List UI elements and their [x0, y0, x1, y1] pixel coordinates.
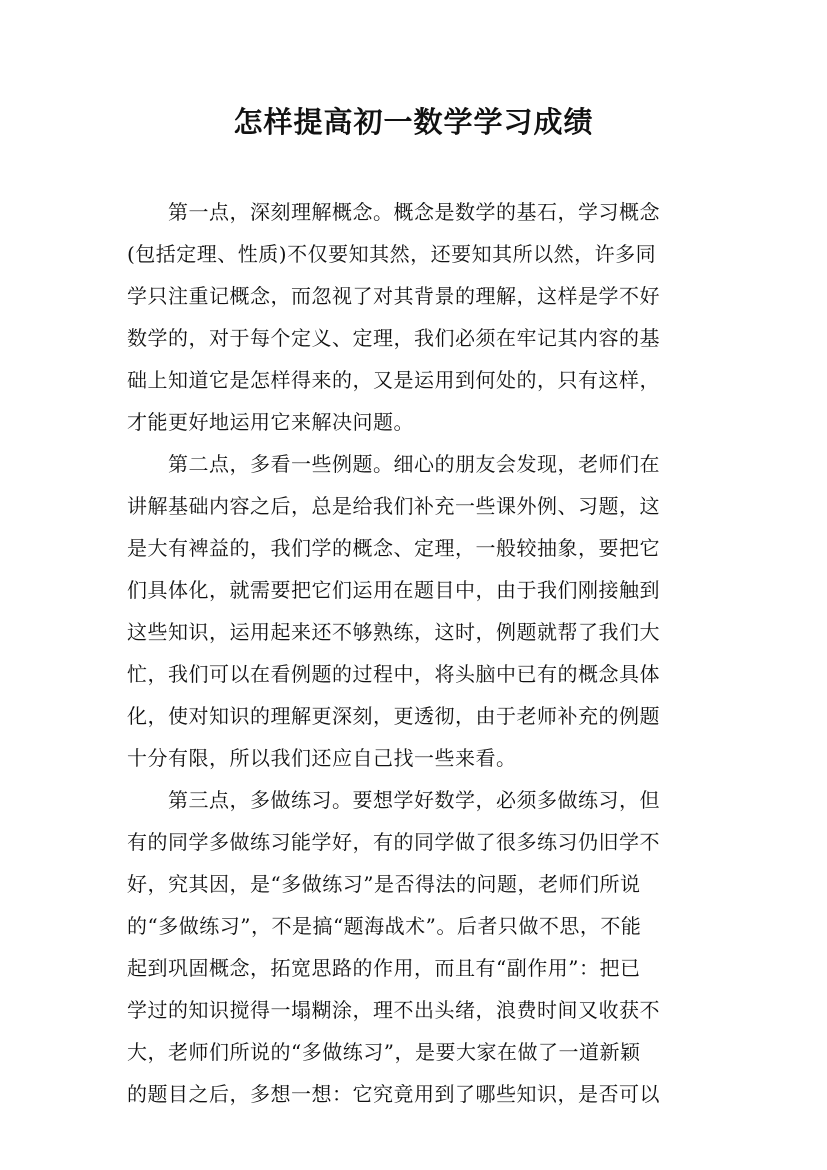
paragraph-line: 忙，我们可以在看例题的过程中，将头脑中已有的概念具体 — [127, 662, 660, 686]
paragraph-line: (包括定理、性质)不仅要知其然，还要知其所以然，许多同 — [127, 242, 657, 266]
paragraph-line: 的“多做练习”，不是搞“题海战术”。后者只做不思，不能 — [127, 914, 642, 938]
paragraph-line: 的题目之后，多想一想：它究竟用到了哪些知识，是否可以 — [127, 1082, 660, 1106]
paragraph-line: 起到巩固概念，拓宽思路的作用，而且有“副作用”：把已 — [127, 956, 641, 980]
paragraph-line: 第二点，多看一些例题。细心的朋友会发现，老师们在 — [127, 452, 660, 476]
paragraph-line: 第三点，多做练习。要想学好数学，必须多做练习，但 — [127, 788, 660, 812]
paragraph-3 — [127, 779, 713, 1115]
paragraph-line: 础上知道它是怎样得来的，又是运用到何处的，只有这样， — [127, 368, 660, 392]
paragraph-line: 这些知识，运用起来还不够熟练，这时，例题就帮了我们大 — [127, 620, 660, 644]
document-title: 怎样提高初一数学学习成绩 — [233, 105, 594, 139]
paragraph-line: 学过的知识搅得一塌糊涂，理不出头绪，浪费时间又收获不 — [127, 998, 660, 1022]
document-body — [127, 191, 713, 1115]
paragraph-line: 化，使对知识的理解更深刻，更透彻，由于老师补充的例题 — [127, 704, 660, 728]
paragraph-line: 们具体化，就需要把它们运用在题目中，由于我们刚接触到 — [127, 578, 660, 602]
paragraph-line: 有的同学多做练习能学好，有的同学做了很多练习仍旧学不 — [127, 830, 660, 854]
paragraph-line: 大，老师们所说的“多做练习”，是要大家在做了一道新颖 — [127, 1040, 641, 1064]
paragraph-line: 学只注重记概念，而忽视了对其背景的理解，这样是学不好 — [127, 284, 660, 308]
paragraph-2 — [127, 443, 713, 779]
paragraph-1 — [127, 191, 713, 443]
paragraph-line: 数学的，对于每个定义、定理，我们必须在牢记其内容的基 — [127, 326, 660, 350]
paragraph-line: 讲解基础内容之后，总是给我们补充一些课外例、习题，这 — [127, 494, 660, 518]
paragraph-line: 才能更好地运用它来解决问题。 — [127, 410, 414, 434]
paragraph-line: 好，究其因，是“多做练习”是否得法的问题，老师们所说 — [127, 872, 641, 896]
paragraph-line: 十分有限，所以我们还应自己找一些来看。 — [127, 746, 517, 770]
paragraph-line: 是大有裨益的，我们学的概念、定理，一般较抽象，要把它 — [127, 536, 660, 560]
paragraph-line: 第一点，深刻理解概念。概念是数学的基石，学习概念 — [127, 200, 660, 224]
